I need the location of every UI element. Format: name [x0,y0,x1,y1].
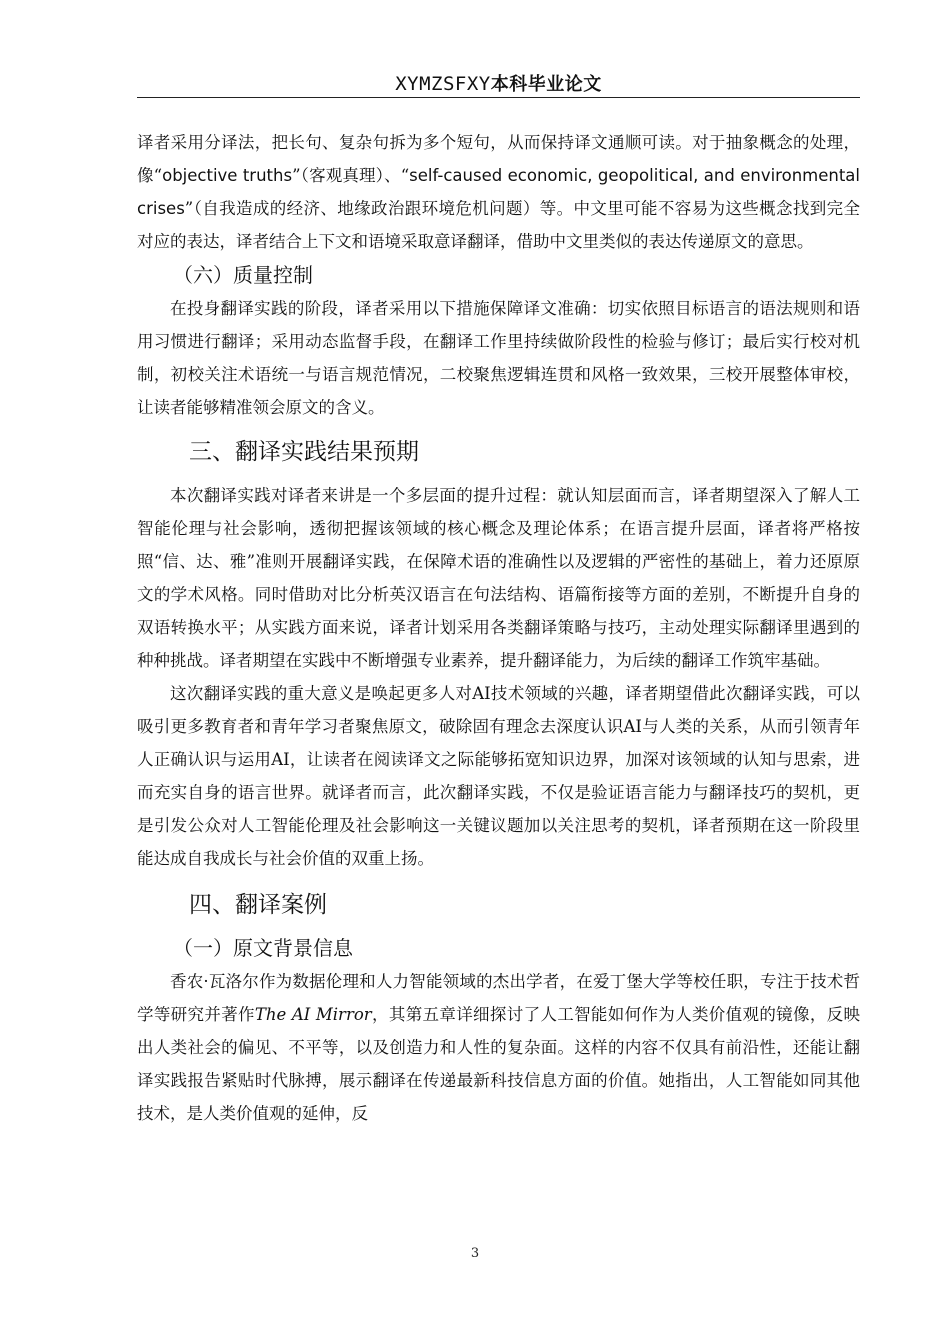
page-number: 3 [470,1246,480,1261]
paragraph-source-background [137,965,860,1130]
running-header [137,70,860,98]
book-title: The AI Mirror [254,1005,372,1024]
document-body [137,126,860,1130]
heading-source-background: （一）原文背景信息 [173,936,353,960]
heading-section-3: 三、翻译实践结果预期 [189,439,419,465]
paragraph-translation-method [137,126,860,258]
text-run: ”（客观真理）、“ [292,166,410,185]
text-run: 香农·瓦洛尔作为数据伦理和人力智能领域的杰出学者，在爱丁堡大学等校任职，专注于技术哲学等研究并著作 [137,972,860,1024]
english-term: objective truths [162,166,293,185]
header-rule [137,97,860,98]
english-term: self-caused economic, geopolitical, and environmental crises [137,166,861,218]
header-title: 本科毕业论文 [490,74,602,95]
heading-section-4: 四、翻译案例 [189,892,327,918]
heading-quality-control: （六）质量控制 [173,263,313,287]
paragraph-quality-control: 在投身翻译实践的阶段，译者采用以下措施保障译文准确：切实依照目标语言的语法规则和语用习惯进行翻译；采用动态监督手段，在翻译工作里持续做阶段性的检验与修订；最后实行校对机制，初校关注术语统一与语言规范情况，二校聚焦逻辑连贯和风格一致效果，三校开展整体审校，让读者能够精准领会原文的含义。 [137,299,860,417]
header-code: XYMZSFXY [395,73,491,95]
text-run: 译者采用分译法，把长句、复杂句拆为多个短句，从而保持译文通顺可读。对于抽象概念的处理，像“ [137,133,860,185]
paragraph-expected-results-1: 本次翻译实践对译者来讲是一个多层面的提升过程：就认知层面而言，译者期望深入了解人工智能伦理与社会影响，透彻把握该领域的核心概念及理论体系；在语言提升层面，译者将严格按照“信、达、雅”准则开展翻译实践，在保障术语的准确性以及逻辑的严密性的基础上，着力还原原文的学术风格。同时借助对比分析英汉语言在句法结构、语篇衔接等方面的差别，不断提升自身的双语转换水平；从实践方面来说，译者计划采用各类翻译策略与技巧，主动处理实际翻译里遇到的种种挑战。译者期望在实践中不断增强专业素养，提升翻译能力，为后续的翻译工作筑牢基础。 [137,486,860,670]
text-run: ”（自我造成的经济、地缘政治跟环境危机问题）等。中文里可能不容易为这些概念找到完全对应的表达，译者结合上下文和语境采取意译翻译，借助中文里类似的表达传递原文的意思。 [137,199,860,251]
text-run: ，其第五章详细探讨了人工智能如何作为人类价值观的镜像，反映出人类社会的偏见、不平等，以及创造力和人性的复杂面。这样的内容不仅具有前沿性，还能让翻译实践报告紧贴时代脉搏，展示翻译在传递最新科技信息方面的价值。她指出，人工智能如同其他技术，是人类价值观的延伸，反 [137,1005,861,1123]
paragraph-expected-results-2: 这次翻译实践的重大意义是唤起更多人对AI技术领域的兴趣，译者期望借此次翻译实践，可以吸引更多教育者和青年学习者聚焦原文，破除固有理念去深度认识AI与人类的关系，从而引领青年人正确认识与运用AI，让读者在阅读译文之际能够拓宽知识边界，加深对该领域的认知与思索，进而充实自身的语言世界。就译者而言，此次翻译实践，不仅是验证语言能力与翻译技巧的契机，更是引发公众对人工智能伦理及社会影响这一关键议题加以关注思考的契机，译者预期在这一阶段里能达成自我成长与社会价值的双重上扬。 [137,684,860,868]
